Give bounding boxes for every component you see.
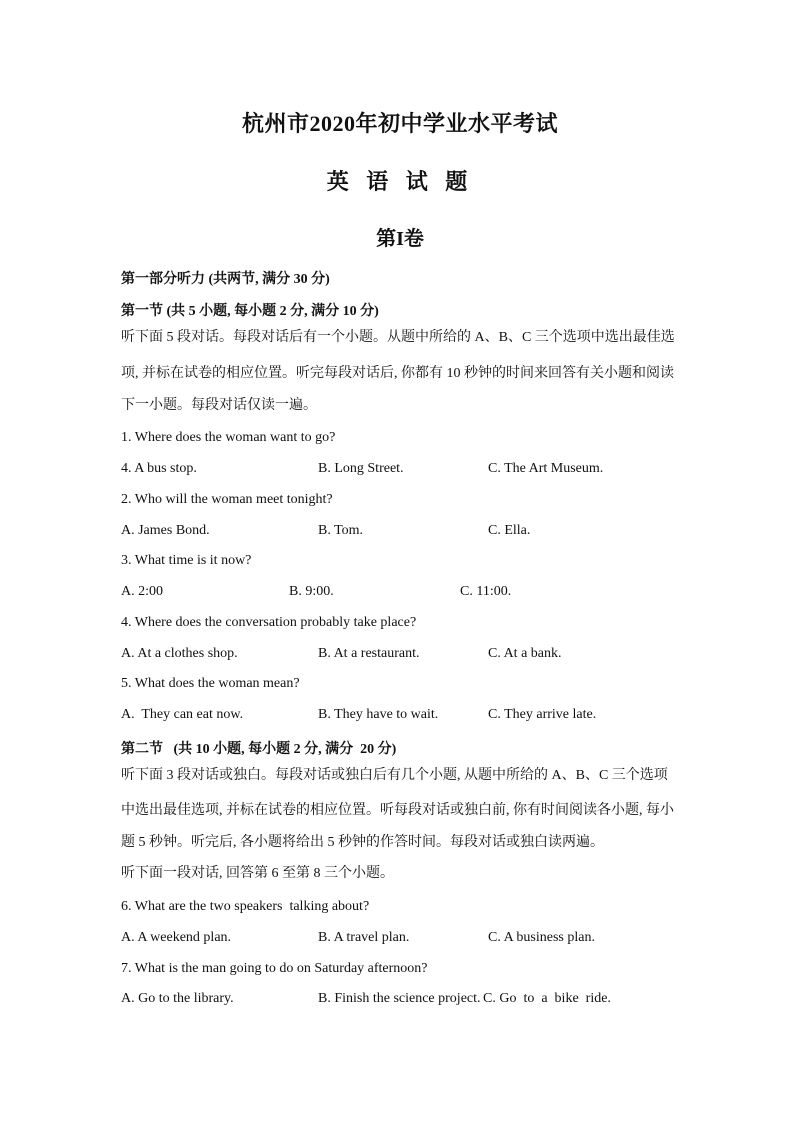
volume-label: 第I卷 bbox=[376, 228, 424, 250]
option-c: C. Go to a bike ride. bbox=[483, 991, 611, 1006]
option-c: C. The Art Museum. bbox=[488, 461, 604, 476]
option-b: B. 9:00. bbox=[289, 584, 334, 599]
option-c: C. A business plan. bbox=[488, 930, 595, 945]
option-c: C. They arrive late. bbox=[488, 707, 597, 722]
exam-title: 杭州市2020年初中学业水平考试 bbox=[241, 111, 558, 136]
question-text: 5. What does the woman mean? bbox=[121, 676, 300, 691]
question-text: 4. Where does the conversation probably take place? bbox=[121, 615, 417, 630]
option-c: C. 11:00. bbox=[460, 584, 512, 599]
option-b: B. At a restaurant. bbox=[318, 646, 420, 661]
part-heading: 第一部分听力 (共两节, 满分 30 分) bbox=[121, 272, 330, 287]
question-text: 2. Who will the woman meet tonight? bbox=[121, 492, 333, 507]
section1-instruction-line: 项, 并标在试卷的相应位置。听完每段对话后, 你都有 10 秒钟的时间来回答有关小题和阅读 bbox=[121, 366, 674, 381]
option-c: C. Ella. bbox=[488, 523, 531, 538]
question-text: 7. What is the man going to do on Saturday afternoon? bbox=[121, 961, 428, 976]
section1-heading: 第一节 (共 5 小题, 每小题 2 分, 满分 10 分) bbox=[121, 304, 379, 319]
section2-instruction-line: 题 5 秒钟。听完后, 各小题将给出 5 秒钟的作答时间。每段对话或独白读两遍。 bbox=[121, 835, 604, 850]
question-text: 3. What time is it now? bbox=[121, 553, 252, 568]
section1-instruction-line: 下一小题。每段对话仅读一遍。 bbox=[121, 398, 317, 413]
option-b: B. A travel plan. bbox=[318, 930, 410, 945]
option-b: B. Tom. bbox=[318, 523, 364, 538]
option-a: 4. A bus stop. bbox=[121, 461, 197, 476]
question-text: 6. What are the two speakers talking about? bbox=[121, 899, 370, 914]
question-text: 1. Where does the woman want to go? bbox=[121, 430, 336, 445]
option-c: C. At a bank. bbox=[488, 646, 562, 661]
section2-heading: 第二节 (共 10 小题, 每小题 2 分, 满分 20 分) bbox=[121, 742, 397, 757]
section2-instruction-line: 中选出最佳选项, 并标在试卷的相应位置。听每段对话或独白前, 你有时间阅读各小题, 每小 bbox=[121, 803, 674, 818]
section1-instruction-line: 听下面 5 段对话。每段对话后有一个小题。从题中所给的 A、B、C 三个选项中选出最佳选 bbox=[121, 330, 675, 345]
option-a: A. A weekend plan. bbox=[121, 930, 232, 945]
option-a: A. They can eat now. bbox=[121, 707, 244, 722]
option-a: A. 2:00 bbox=[121, 584, 163, 599]
exam-subtitle: 英 语 试 题 bbox=[326, 169, 474, 194]
section2-lead: 听下面一段对话, 回答第 6 至第 8 三个小题。 bbox=[121, 866, 394, 881]
option-b: B. Finish the science project. bbox=[318, 991, 481, 1006]
option-a: A. At a clothes shop. bbox=[121, 646, 238, 661]
section2-instruction-line: 听下面 3 段对话或独白。每段对话或独白后有几个小题, 从题中所给的 A、B、C 三个选项 bbox=[121, 768, 668, 783]
option-b: B. Long Street. bbox=[318, 461, 404, 476]
option-a: A. James Bond. bbox=[121, 523, 210, 538]
option-b: B. They have to wait. bbox=[318, 707, 439, 722]
option-a: A. Go to the library. bbox=[121, 991, 234, 1006]
